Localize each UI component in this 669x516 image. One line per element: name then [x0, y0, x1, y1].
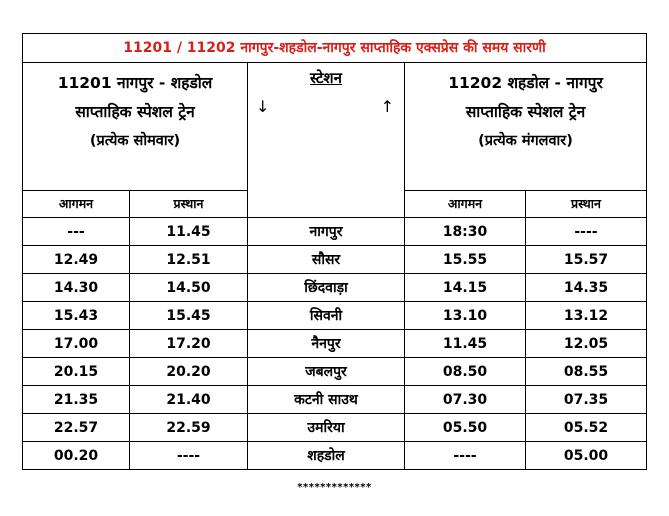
arrow-up-icon: ↑	[380, 97, 394, 116]
table-row	[23, 274, 647, 302]
left-train-line3: (प्रत्येक सोमवार)	[89, 133, 181, 149]
arrow-down-icon: ↓	[256, 97, 270, 116]
left-arrival: 15.43	[23, 302, 130, 330]
left-departure: 21.40	[130, 386, 248, 414]
left-departure: 20.20	[130, 358, 248, 386]
table-row	[23, 358, 647, 386]
table-row	[23, 302, 647, 330]
right-departure: 14.35	[526, 274, 647, 302]
table-row	[23, 246, 647, 274]
right-arrival: 13.10	[405, 302, 526, 330]
left-train-header	[23, 63, 248, 191]
left-arrival: 12.49	[23, 246, 130, 274]
left-arrival: 20.15	[23, 358, 130, 386]
left-arrival: ---	[23, 218, 130, 246]
left-train-line1: 11201 नागपुर - शहडोल	[57, 74, 213, 92]
left-departure: 12.51	[130, 246, 248, 274]
table-row	[23, 218, 647, 246]
station-name: सिवनी	[248, 302, 405, 330]
right-departure: 08.55	[526, 358, 647, 386]
station-name: छिंदवाड़ा	[248, 274, 405, 302]
footer-stars: *************	[297, 482, 372, 493]
right-arrival: 11.45	[405, 330, 526, 358]
timetable-table	[22, 33, 647, 470]
left-arrival: 22.57	[23, 414, 130, 442]
left-arrival: 17.00	[23, 330, 130, 358]
right-departure: 07.35	[526, 386, 647, 414]
right-departure: 12.05	[526, 330, 647, 358]
right-departure-header: प्रस्थान	[526, 191, 647, 218]
timetable	[22, 33, 646, 470]
station-name: नागपुर	[248, 218, 405, 246]
table-row	[23, 414, 647, 442]
right-arrival: 14.15	[405, 274, 526, 302]
left-arrival: 14.30	[23, 274, 130, 302]
right-train-line3: (प्रत्येक मंगलवार)	[478, 133, 573, 149]
right-arrival: 15.55	[405, 246, 526, 274]
left-departure: 17.20	[130, 330, 248, 358]
left-departure: 14.50	[130, 274, 248, 302]
station-name: शहडोल	[248, 442, 405, 470]
right-train-header	[405, 63, 647, 191]
right-train-line2: साप्ताहिक स्पेशल ट्रेन	[465, 103, 586, 121]
right-departure: 05.00	[526, 442, 647, 470]
right-departure: ----	[526, 218, 647, 246]
right-arrival: 18:30	[405, 218, 526, 246]
left-departure: 15.45	[130, 302, 248, 330]
right-departure: 05.52	[526, 414, 647, 442]
right-arrival: 07.30	[405, 386, 526, 414]
right-arrival: 08.50	[405, 358, 526, 386]
left-arrival: 00.20	[23, 442, 130, 470]
title-row	[23, 34, 647, 63]
left-departure: 11.45	[130, 218, 248, 246]
table-row	[23, 442, 647, 470]
table-row	[23, 330, 647, 358]
station-name: नैनपुर	[248, 330, 405, 358]
left-arrival-header: आगमन	[23, 191, 130, 218]
station-name: कटनी साउथ	[248, 386, 405, 414]
left-departure: ----	[130, 442, 248, 470]
station-header: स्टेशन	[310, 69, 342, 87]
header-row	[23, 63, 647, 191]
right-train-line1: 11202 शहडोल - नागपुर	[448, 74, 603, 92]
station-name: सौसर	[248, 246, 405, 274]
right-departure: 13.12	[526, 302, 647, 330]
left-arrival: 21.35	[23, 386, 130, 414]
station-name: जबलपुर	[248, 358, 405, 386]
right-arrival: ----	[405, 442, 526, 470]
timetable-rows	[23, 218, 647, 470]
right-departure: 15.57	[526, 246, 647, 274]
table-row	[23, 386, 647, 414]
right-arrival-header: आगमन	[405, 191, 526, 218]
station-header-cell	[248, 63, 405, 218]
timetable-title: 11201 / 11202 नागपुर-शहडोल-नागपुर साप्ताहिक एक्सप्रेस की समय सारणी	[23, 34, 647, 63]
station-name: उमरिया	[248, 414, 405, 442]
right-arrival: 05.50	[405, 414, 526, 442]
left-departure: 22.59	[130, 414, 248, 442]
left-departure-header: प्रस्थान	[130, 191, 248, 218]
left-train-line2: साप्ताहिक स्पेशल ट्रेन	[75, 103, 195, 121]
